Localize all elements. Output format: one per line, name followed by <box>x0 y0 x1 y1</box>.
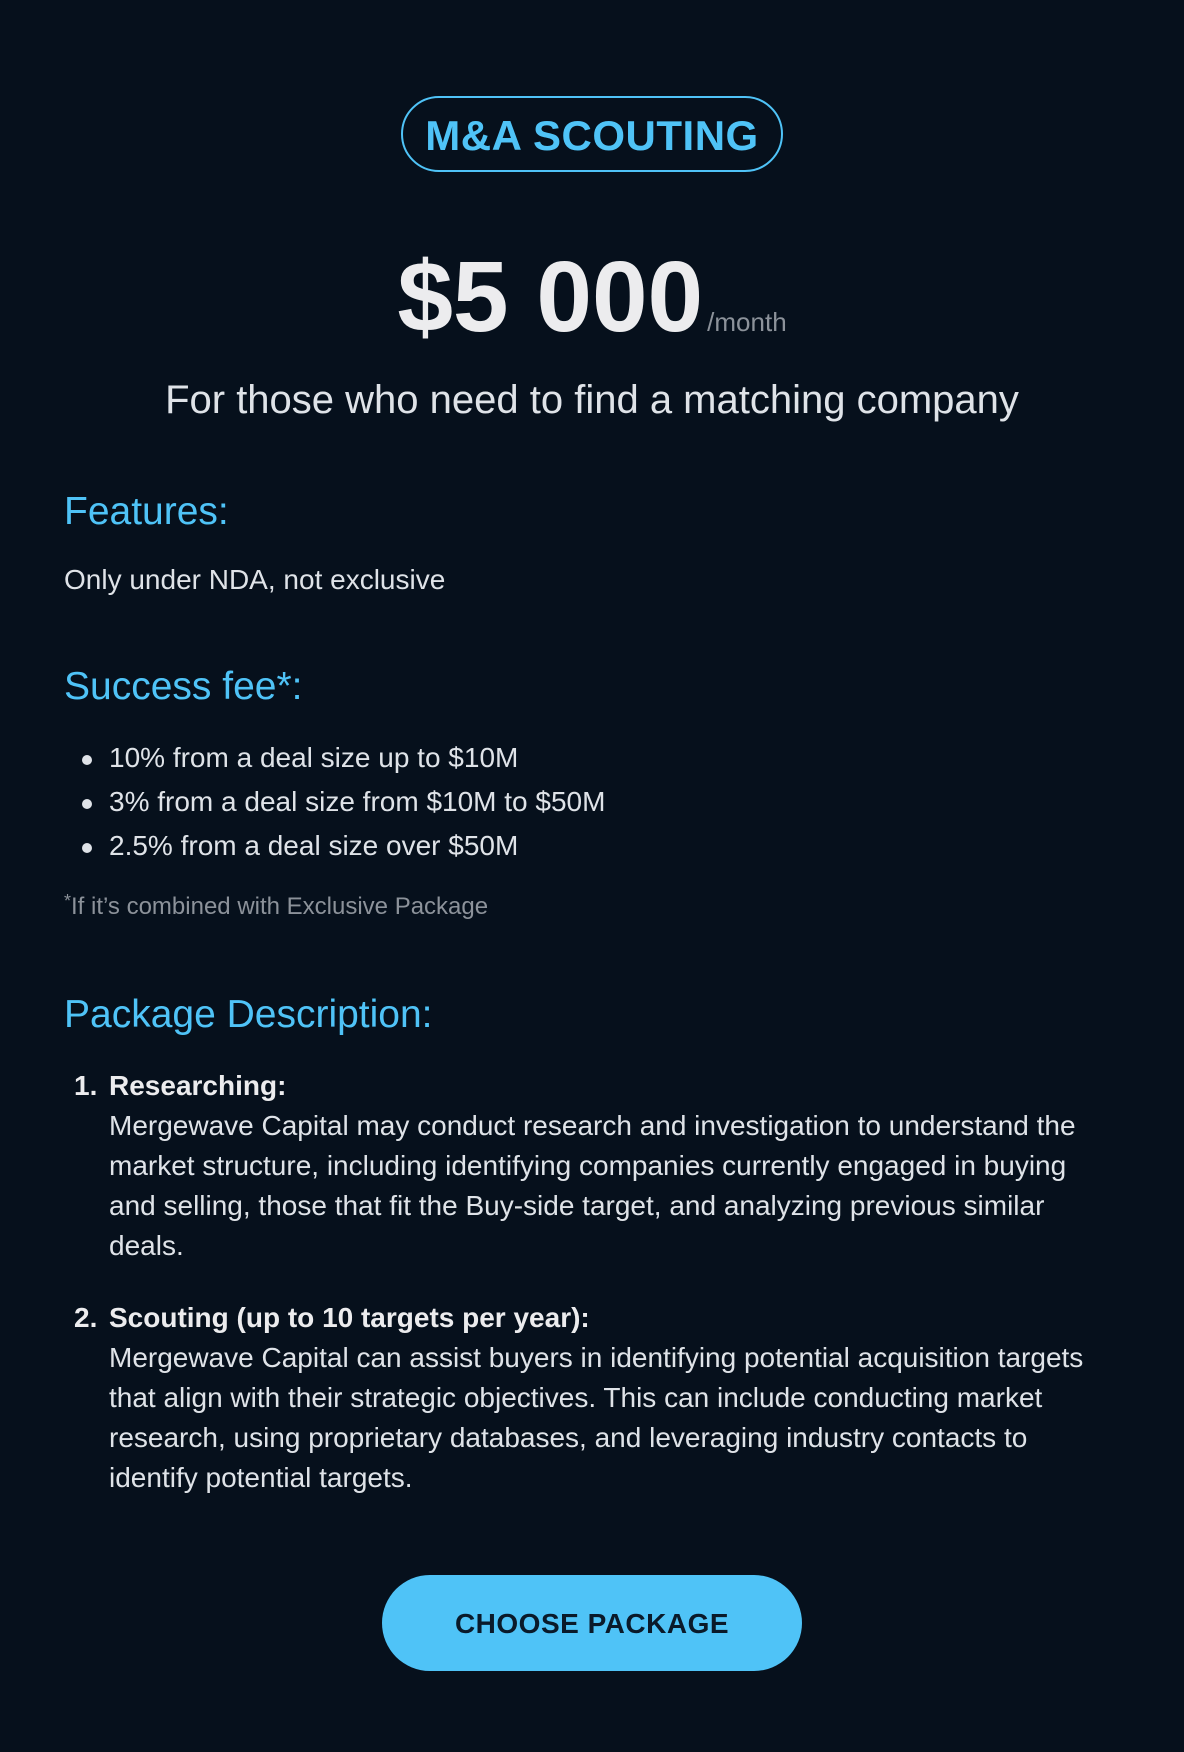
description-item-number: 2. <box>74 1302 98 1333</box>
features-heading: Features: <box>64 490 229 533</box>
description-item-heading: Scouting (up to 10 targets per year): <box>109 1302 590 1333</box>
price-period: /month <box>707 307 787 337</box>
package-tagline: For those who need to find a matching company <box>165 378 1019 422</box>
description-item-body: Mergewave Capital can assist buyers in identifying potential acquisition targets that align with their strategic objectives. This can include conducting market research, using proprietary databases, and leveraging industry contacts to identify potential targets. <box>109 1342 1084 1493</box>
cta-container <box>0 1575 1184 1671</box>
badge-container <box>0 96 1184 172</box>
success-fee-footnote <box>64 893 488 921</box>
package-badge: M&A SCOUTING <box>401 96 782 172</box>
success-fee-item: 10% from a deal size up to $10M <box>109 736 605 780</box>
footnote-text: If it’s combined with Exclusive Package <box>71 893 489 920</box>
success-fee-list <box>64 736 605 868</box>
description-item-heading: Researching: <box>109 1070 287 1101</box>
success-fee-heading: Success fee*: <box>64 665 303 708</box>
package-description-heading: Package Description: <box>64 993 433 1036</box>
features-text: Only under NDA, not exclusive <box>64 564 446 595</box>
success-fee-item: 3% from a deal size from $10M to $50M <box>109 780 605 824</box>
description-item-body: Mergewave Capital may conduct research and investigation to understand the market structure, including identifying companies currently engaged in buying and selling, those that fit the Buy-side target, and analyzing previous similar deals. <box>109 1110 1076 1261</box>
description-item-scouting <box>64 1298 1120 1498</box>
success-fee-item: 2.5% from a deal size over $50M <box>109 824 605 868</box>
description-item-number: 1. <box>74 1070 98 1101</box>
description-item-researching <box>64 1066 1120 1266</box>
footnote-mark: * <box>64 891 72 911</box>
choose-package-button[interactable]: CHOOSE PACKAGE <box>382 1575 802 1671</box>
price-amount: $5 000 <box>397 241 704 353</box>
price-row <box>0 240 1184 355</box>
package-description-list <box>64 1066 1120 1530</box>
